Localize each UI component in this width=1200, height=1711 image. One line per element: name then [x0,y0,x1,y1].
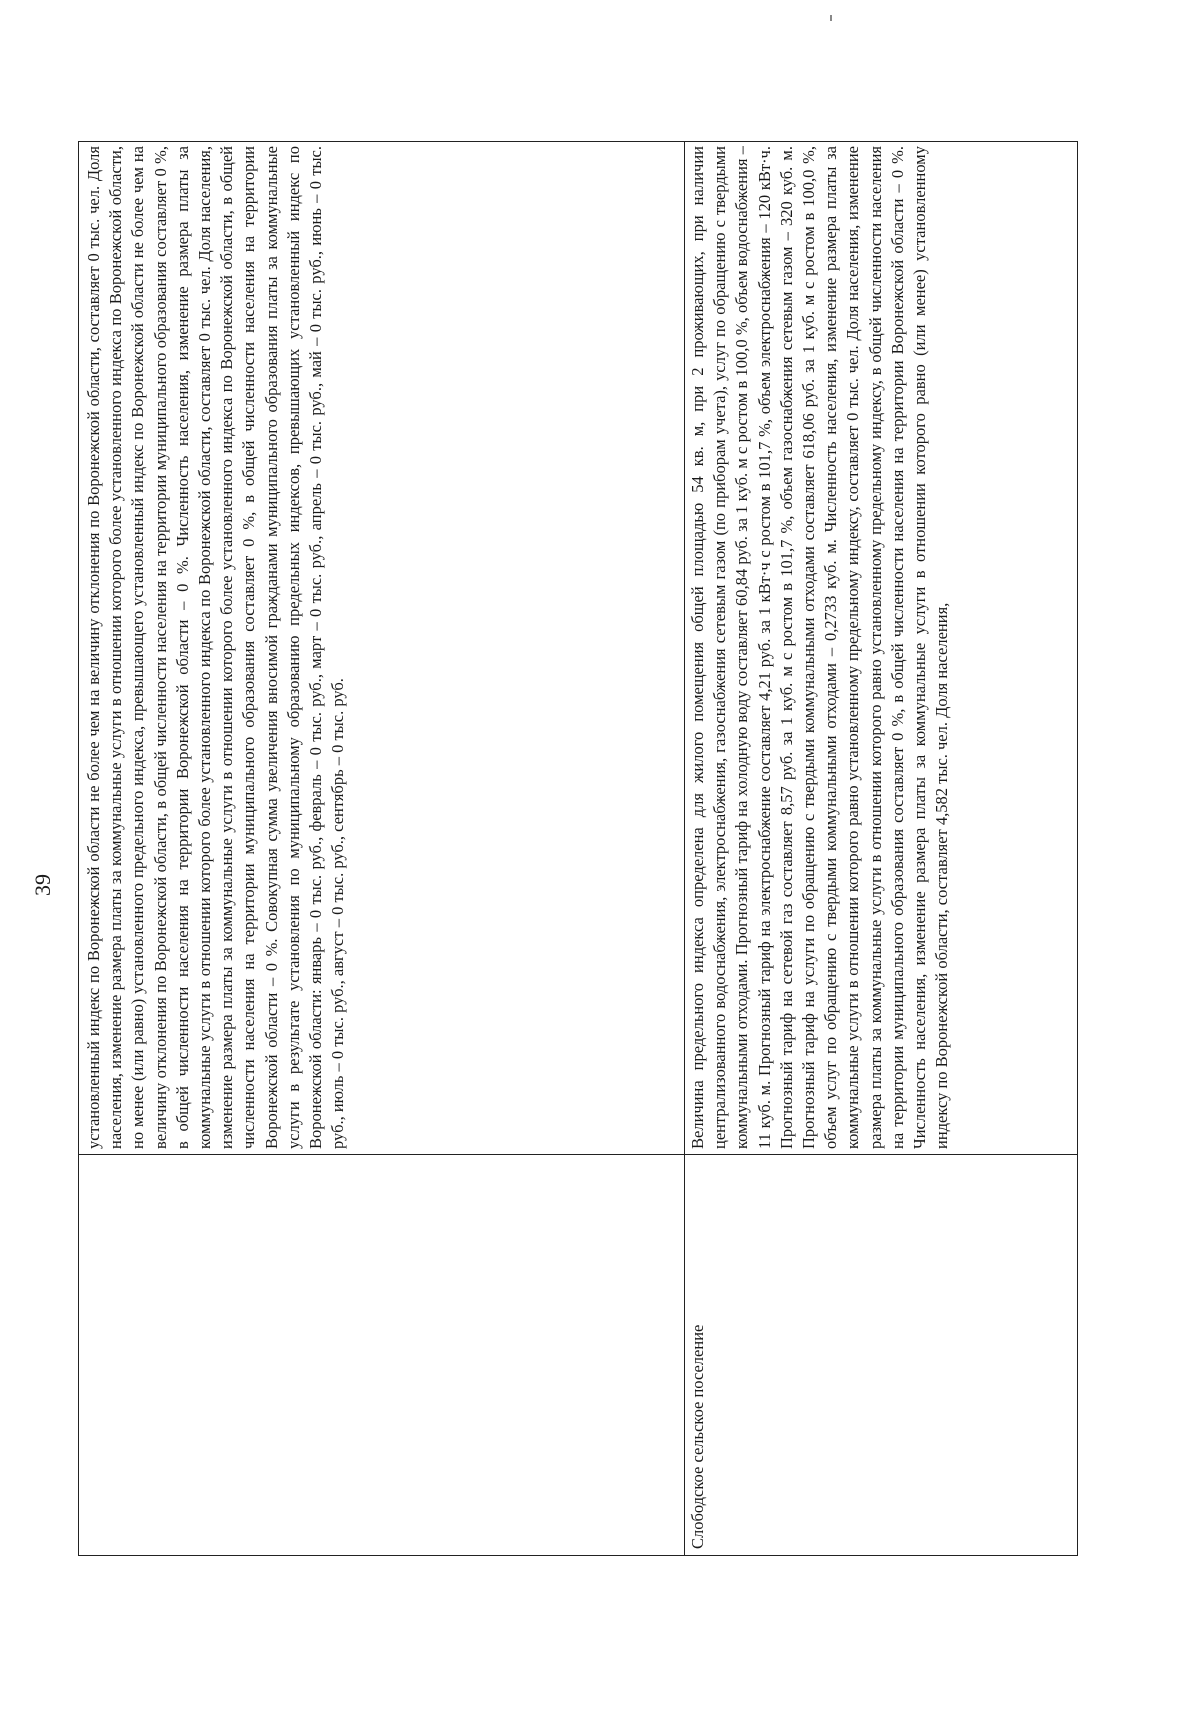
scan-mark [830,15,832,21]
table-row-2-text: Величина предельного индекса определена для жилого помещения общей площадью 54 кв. м, при 2 проживающих, при наличии централизованного водоснабжения, электроснабжения, газоснабжения сетевым газом (по приборам учета), услуг по обращению с твердыми коммунальными отходами. Прогнозный тариф на холодную воду составляет 60,84 руб. за 1 куб. м с ростом в 100,0 %, объем водоснабжения – 11 куб. м. Прогнозный тариф на электроснабжение составляет 4,21 руб. за 1 кВт·ч с ростом в 101,7 %, объем электроснабжения – 120 кВт·ч. Прогнозный тариф на сетевой газ составляет 8,57 руб. за 1 куб. м с ростом в 101,7 %, объем газоснабжения сетевым газом – 320 куб. м. Прогнозный тариф на услуги по обращению с твердыми коммунальными отходами составляет 618,06 руб. за 1 куб. м с ростом в 100,0 %, объем услуг по обращению с твердыми коммунальными отходами – 0,2733 куб. м. Численность населения, изменение размера платы за коммунальные услуги в отношении которого равно установленному предельному индексу, составляет 0 тыс. чел. Доля населения, изменение размера платы за коммунальные услуги в отношении которого равно установленному предельному индексу, в общей численности населения на территории муниципального образования составляет 0 %, в общей численности населения на территории Воронежской области – 0 %. Численность населения, изменение размера платы за коммунальные услуги в отношении которого равно (или менее) установленному индексу по Воронежской области, составляет 4,582 тыс. чел. Доля населения, [688,146,952,1149]
data-table [78,141,1078,1556]
page-number: 39 [30,874,55,896]
column-divider [79,1154,1077,1155]
row-divider [684,142,685,1555]
table-row-1-text: установленный индекс по Воронежской области не более чем на величину отклонения по Воронежской области, составляет 0 тыс. чел. Доля населения, изменение размера платы за коммунальные услуги в отношении которого более установленного индекса по Воронежской области, но менее (или равно) установленного предельного индекса, превышающего установленный индекс по Воронежской области не более чем на величину отклонения по Воронежской области, в общей численности населения на территории муниципального образования составляет 0 %, в общей численности населения на территории Воронежской области – 0 %. Численность населения, изменение размера платы за коммунальные услуги в отношении которого более установленного индекса по Воронежской области, составляет 0 тыс. чел. Доля населения, изменение размера платы за коммунальные услуги в отношении которого более установленного индекса по Воронежской области, в общей численности населения на территории муниципального образования составляет 0 %, в общей численности населения на территории Воронежской области – 0 %. Совокупная сумма увеличения вносимой гражданами муниципального образования платы за коммунальные услуги в результате установления по муниципальному образованию предельных индексов, превышающих установленный индекс по Воронежской области: январь – 0 тыс. руб., февраль – 0 тыс. руб., март – 0 тыс. руб., апрель – 0 тыс. руб., май – 0 тыс. руб., июнь – 0 тыс. руб., июль – 0 тыс. руб., август – 0 тыс. руб., сентябрь – 0 тыс. руб. [84,146,348,1149]
table-row-2-label: Слободское сельское поселение [688,1324,707,1549]
